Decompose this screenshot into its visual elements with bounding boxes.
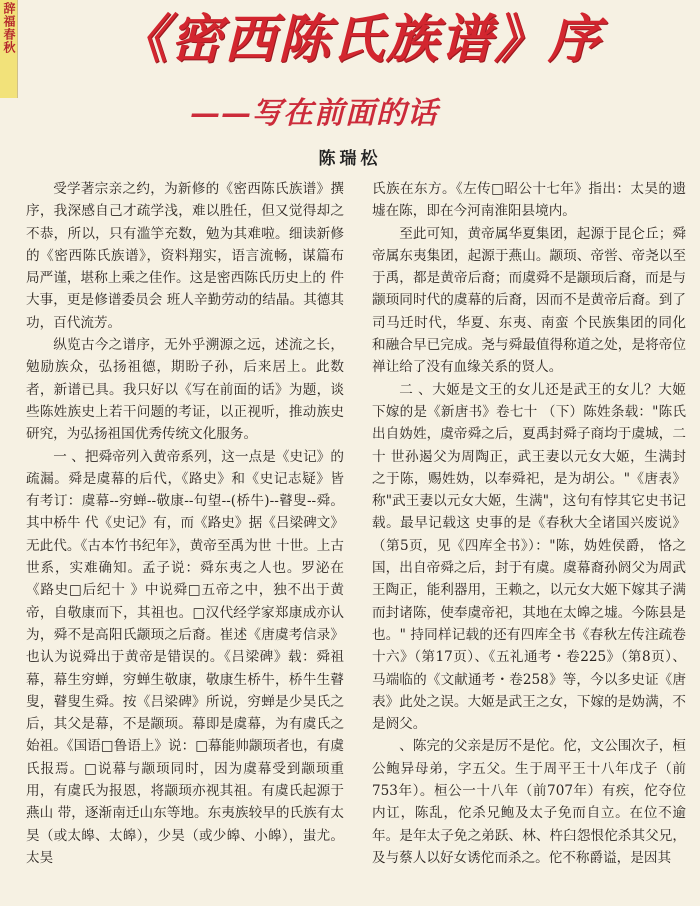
side-tab-text: 辞福春秋	[2, 2, 16, 54]
article-author: 陈瑞松	[318, 149, 382, 169]
paragraph: 至此可知，黄帝属华夏集团，起源于昆仑丘；舜帝属东夷集团，起源于燕山。颛顼、帝喾、帝尧以至于禹，都是黄帝后裔；而虞舜不是颛顼后裔，而是与颛顼同时代的虞幕的后裔，因而不是黄帝后裔。到了司马迁时代，华夏、东夷、南蛮 个民族集团的同化和融合早已完成。尧与舜最值得称道之处，是将帝位禅让给了没有血缘关系的贤人。	[372, 225, 686, 376]
article-title: 《密西陈氏族谱》序	[115, 9, 602, 70]
paragraph: 、陈完的父亲是厉不是佗。佗，文公围次子，桓公鲍异母弟，字五父。生于周平王十八年戊子（前753年）。桓公一十八年（前707年）有疾，佗夺位内讧，陈乱，佗杀兄鲍及太子免而自立。在位不逾年。是年太子免之弟跃、林、杵臼怨恨佗杀其父兄，及与蔡人以好女诱佗而杀之。佗不称爵谥，是因其	[372, 738, 686, 866]
paragraph: 氏族在东方。《左传□昭公十七年》指出：太昊的遗墟在陈，即在今河南淮阳县境内。	[372, 181, 686, 220]
paragraph: 纵览古今之谱序，无外乎溯源之远，述流之长，勉励族众，弘扬祖德，期盼子孙，后来居上。此数者，新谱已具。我只好以《写在前面的话》为题，谈 些陈姓族史上若干问题的考证，以正视听，推动族史研究，为弘扬祖国优秀传统文化服务。	[26, 337, 344, 443]
paragraph: 一 、把舜帝列入黄帝系列，这一点是《史记》的疏漏。舜是虞幕的后代，《路史》和《史记志疑》皆有考订：虞幕--穷蝉--敬康--句望--(桥牛)--瞽叟--舜。其中桥牛 代《史记》有，而《路史》据《吕梁碑文》无此代。《古本竹书纪年》，黄帝至禹为世 十世。上古世系，实难确知。孟子说：舜东夷之人也。罗泌在《路史□后纪十 》中说舜□五帝之中，独不出于黄帝，自敬康而下，其祖也。□汉代经学家郑康成亦认为，舜不是高阳氏颛顼之后裔。崔述《唐虞考信录》也认为说舜出于黄帝是错误的。《吕梁碑》载：舜祖幕，幕生穷蝉，穷蝉生敬康，敬康生桥牛，桥牛生瞽叟，瞽叟生舜。按《吕梁碑》所说，穷蝉是少昊氏之后，其父是幕，不是颛顼。幕即是虞幕，为有虞氏之始祖。《国语□鲁语上》说：□幕能帅颛顼者也，有虞氏报焉。□说幕与颛顼同时，因为虞幕受到颛顼重用，有虞氏为报恩，将颛顼亦视其祖。有虞氏起源于燕山 带，逐渐南迁山东等地。东夷族较早的氏族有太昊（或太皞、太皞），少昊（或少皞、小皞），蚩尤。太昊	[26, 448, 344, 866]
section-side-tab	[0, 0, 18, 98]
left-column	[26, 178, 344, 898]
paragraph: 二 、大姬是文王的女儿还是武王的女儿？大姬下嫁的是《新唐书》卷七十 （下）陈姓条载："陈氏出自妫姓，虞帝舜之后，夏禹封舜子商均于虞城，二十 世孙遏父为周陶正，武王妻以元女大姬，生满封之于陈，赐姓妫，以奉舜祀，是为胡公。"《唐表》称"武王妻以元女大姬，生满"，这句有悖其它史书记载。最早记载这 史事的是《春秋大全诸国兴废说》（第5页，见《四库全书》）："陈，妫姓侯爵， 恪之国，出自帝舜之后，封于有虞。虞幕裔孙阏父为周武王陶正，能利器用，王赖之，以元女大姬下嫁其子满而封诸陈，使奉虞帝祀，其地在太皞之墟。今陈县是也。" 持同样记载的还有四库全书《春秋左传注疏卷 十六》（第17页）、《五礼通考・卷225》（第8页）、马端临的《文献通考・卷258》等，今以多史证《唐表》此处之误。大姬是武王之女，下嫁的是妫满，不是阏父。	[372, 381, 686, 733]
paragraph: 受学著宗亲之约，为新修的《密西陈氏族谱》撰序，我深感自己才疏学浅，难以胜任，但又觉得却之不恭，所以，只有滥竽充数，勉为其难啦。细读新修的《密西陈氏族谱》，资料翔实，语言流畅，谋篇布局严谨，堪称上乘之佳作。这是密西陈氏历史上的 件大事，更是修谱委员会 班人辛勤劳动的结晶。其德其功，百代流芳。	[26, 181, 344, 331]
right-column	[372, 178, 686, 898]
article-subtitle: ——写在前面的话	[190, 96, 438, 131]
